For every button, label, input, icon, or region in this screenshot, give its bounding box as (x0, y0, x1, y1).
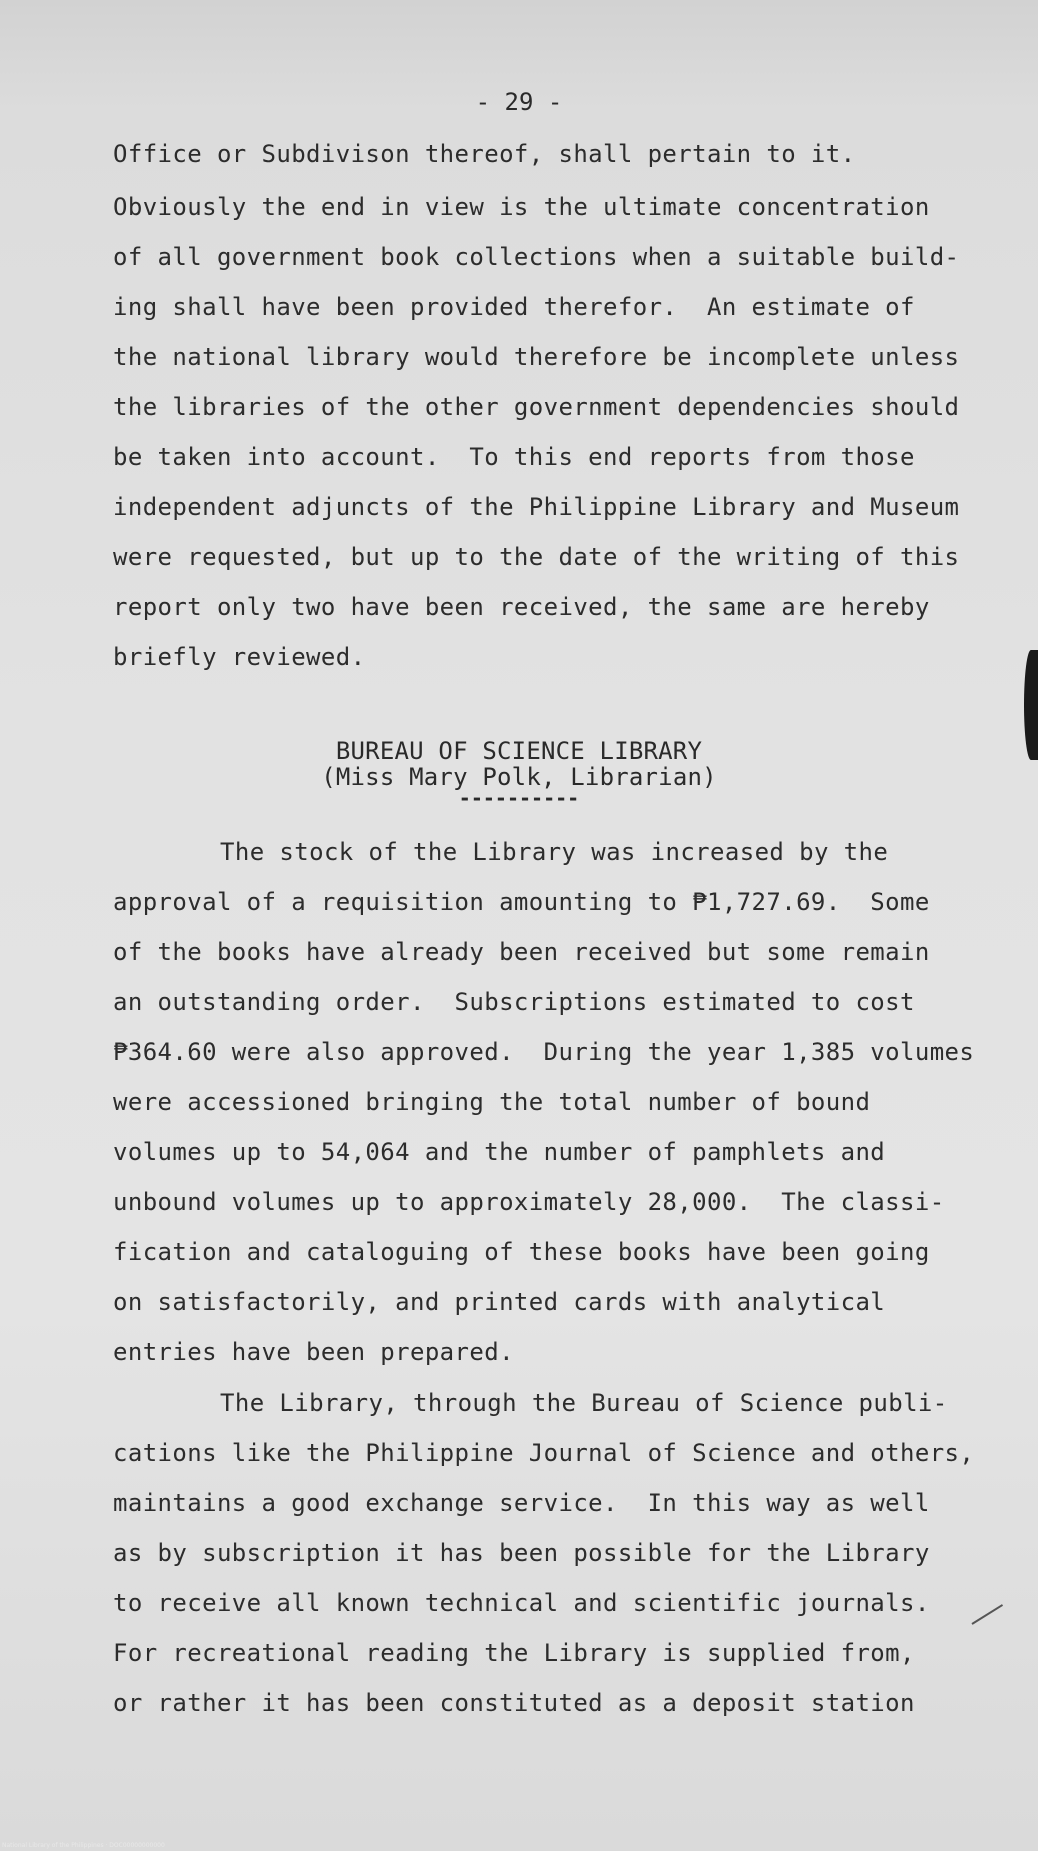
paragraph-1-line: the national library would therefore be incomplete unless (113, 343, 960, 371)
paragraph-3-line: to receive all known technical and scientific journals. (113, 1589, 930, 1617)
paragraph-1-line: Obviously the end in view is the ultimate concentration (113, 193, 930, 221)
paragraph-3-line: For recreational reading the Library is supplied from, (113, 1639, 915, 1667)
paragraph-2-line: were accessioned bringing the total number of bound (113, 1088, 871, 1116)
paragraph-1-line: briefly reviewed. (113, 643, 366, 671)
section-rule: ---------- (458, 786, 580, 810)
paragraph-1-line: report only two have been received, the same are hereby (113, 593, 930, 621)
paragraph-1-line: of all government book collections when a suitable build- (113, 243, 960, 271)
paragraph-2-line: on satisfactorily, and printed cards with analytical (113, 1288, 886, 1316)
paragraph-1-line: independent adjuncts of the Philippine Library and Museum (113, 493, 960, 521)
paragraph-1-line: ing shall have been provided therefor. An estimate of (113, 293, 915, 321)
paragraph-1-line: be taken into account. To this end reports from those (113, 443, 915, 471)
section-heading: BUREAU OF SCIENCE LIBRARY (335, 737, 703, 765)
paragraph-2-line: of the books have already been received but some remain (113, 938, 930, 966)
paragraph-1-line: Office or Subdivison thereof, shall pertain to it. (113, 140, 856, 168)
paragraph-3-line: maintains a good exchange service. In this way as well (113, 1489, 930, 1517)
paragraph-3-line: The Library, through the Bureau of Science publi- (220, 1389, 948, 1417)
paragraph-3-line: or rather it has been constituted as a deposit station (113, 1689, 915, 1717)
paragraph-2-line: fication and cataloguing of these books have been going (113, 1238, 930, 1266)
paragraph-3-line: cations like the Philippine Journal of Science and others, (113, 1439, 975, 1467)
pencil-mark (971, 1604, 1003, 1625)
paragraph-3-line: as by subscription it has been possible for the Library (113, 1539, 930, 1567)
paragraph-2-line: approval of a requisition amounting to ₱1,727.69. Some (113, 888, 930, 916)
paragraph-2-line: ₱364.60 were also approved. During the year 1,385 volumes (113, 1038, 975, 1066)
paragraph-1-line: the libraries of the other government dependencies should (113, 393, 960, 421)
page-number: - 29 - (475, 88, 563, 116)
paragraph-2-line: unbound volumes up to approximately 28,000. The classi- (113, 1188, 945, 1216)
paragraph-2-line: an outstanding order. Subscriptions estimated to cost (113, 988, 915, 1016)
section-subheading: (Miss Mary Polk, Librarian) (321, 763, 717, 791)
paragraph-2-line: volumes up to 54,064 and the number of pamphlets and (113, 1138, 886, 1166)
archive-footer: National Library of the Philippines · DOC00000000000 (2, 1842, 165, 1849)
paragraph-2-line: The stock of the Library was increased by the (220, 838, 889, 866)
paragraph-1-line: were requested, but up to the date of the writing of this (113, 543, 960, 571)
paragraph-2-line: entries have been prepared. (113, 1338, 514, 1366)
